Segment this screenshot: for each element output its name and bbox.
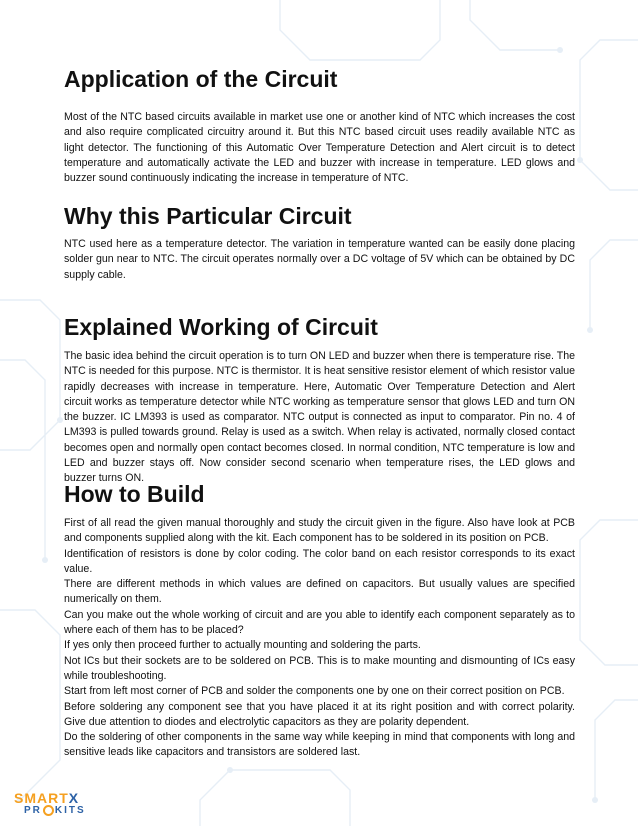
- logo-word-smart: SMART: [14, 790, 69, 806]
- list-item: Before soldering any component see that you have placed it at its right position and with correct polarity. Give due attention to diodes and electrolytic capacitors as they are polarity dependent.: [64, 700, 575, 728]
- logo-word-kits: KITS: [54, 805, 86, 817]
- section-heading-why: Why this Particular Circuit: [64, 203, 352, 229]
- list-item: First of all read the given manual thoroughly and study the circuit given in the figure. Also have look at PCB and components supplied along with the kit. Each component has to be soldered in its position on PCB.: [64, 517, 575, 545]
- list-item: Do the soldering of other components in the same way while keeping in mind that components with long and sensitive leads like capacitors and transistors are soldered last.: [64, 731, 575, 759]
- logo-letter-x: X: [68, 790, 80, 806]
- build-steps-list: [64, 516, 575, 761]
- smartxprokits-logo: [14, 791, 86, 816]
- list-item: Can you make out the whole working of circuit and are you able to identify each component separately as to where each of them has to be placed?: [64, 608, 575, 637]
- logo-line-1: [14, 791, 86, 805]
- logo-o-ring-icon: [43, 805, 54, 816]
- list-item: If yes only then proceed further to actually mounting and soldering the parts.: [64, 639, 421, 652]
- section-heading-application: Application of the Circuit: [64, 66, 338, 92]
- list-item: There are different methods in which values are defined on capacitors. But usually values are specified numerically on them.: [64, 578, 575, 606]
- list-item: Start from left most corner of PCB and solder the components one by one on their correct position on PCB.: [64, 685, 565, 698]
- section-paragraph-application: Most of the NTC based circuits available in market use one or another kind of NTC which increases the cost and also require complicated circuitry around it. But this NTC based circuit uses readily available NTC as light detector. The functioning of this Automatic Over Temperature Detection and Alert circuit is to detect temperature and automatically activate the LED and buzzer with increase in temperature. LED glows and buzzer sound continuously indicating the increase in temperature of NTC.: [64, 111, 575, 185]
- section-paragraph-why: NTC used here as a temperature detector. The variation in temperature wanted can be easily done placing solder gun near to NTC. The circuit operates normally over a DC voltage of 5V which can be obtained by DC supply cable.: [64, 238, 575, 281]
- list-item: Not ICs but their sockets are to be soldered on PCB. This is to make mounting and dismounting of ICs easy while troubleshooting.: [64, 654, 575, 682]
- section-paragraph-working: The basic idea behind the circuit operation is to turn ON LED and buzzer when there is temperature rise. The NTC is needed for this purpose. NTC is thermistor. It is heat sensitive resistor element of which resistor value rapidly decreases with increase in temperature. Here, Automatic Over Temperature Detection and Alert circuit works as temperature detector while NTC working as temperature sensor that glows LED and turn ON the buzzer. IC LM393 is used as comparator. NTC output is connected as input to comparator. Pin no. 4 of LM393 is pulled towards ground. Relay is used as a switch. When relay is activated, normally closed contact becomes open and normally open contact becomes closed. In normal condition, NTC temperature is low and LED and buzzer stays off. Now consider second scenario when temperature rises, the LED glows and buzzer turns ON.: [64, 350, 575, 485]
- section-heading-working: Explained Working of Circuit: [64, 314, 378, 340]
- logo-word-pr: PR: [24, 805, 42, 817]
- logo-line-2: [24, 805, 86, 816]
- list-item: Identification of resistors is done by color coding. The color band on each resistor corresponds to its exact value.: [64, 547, 575, 575]
- section-heading-build: How to Build: [64, 481, 205, 507]
